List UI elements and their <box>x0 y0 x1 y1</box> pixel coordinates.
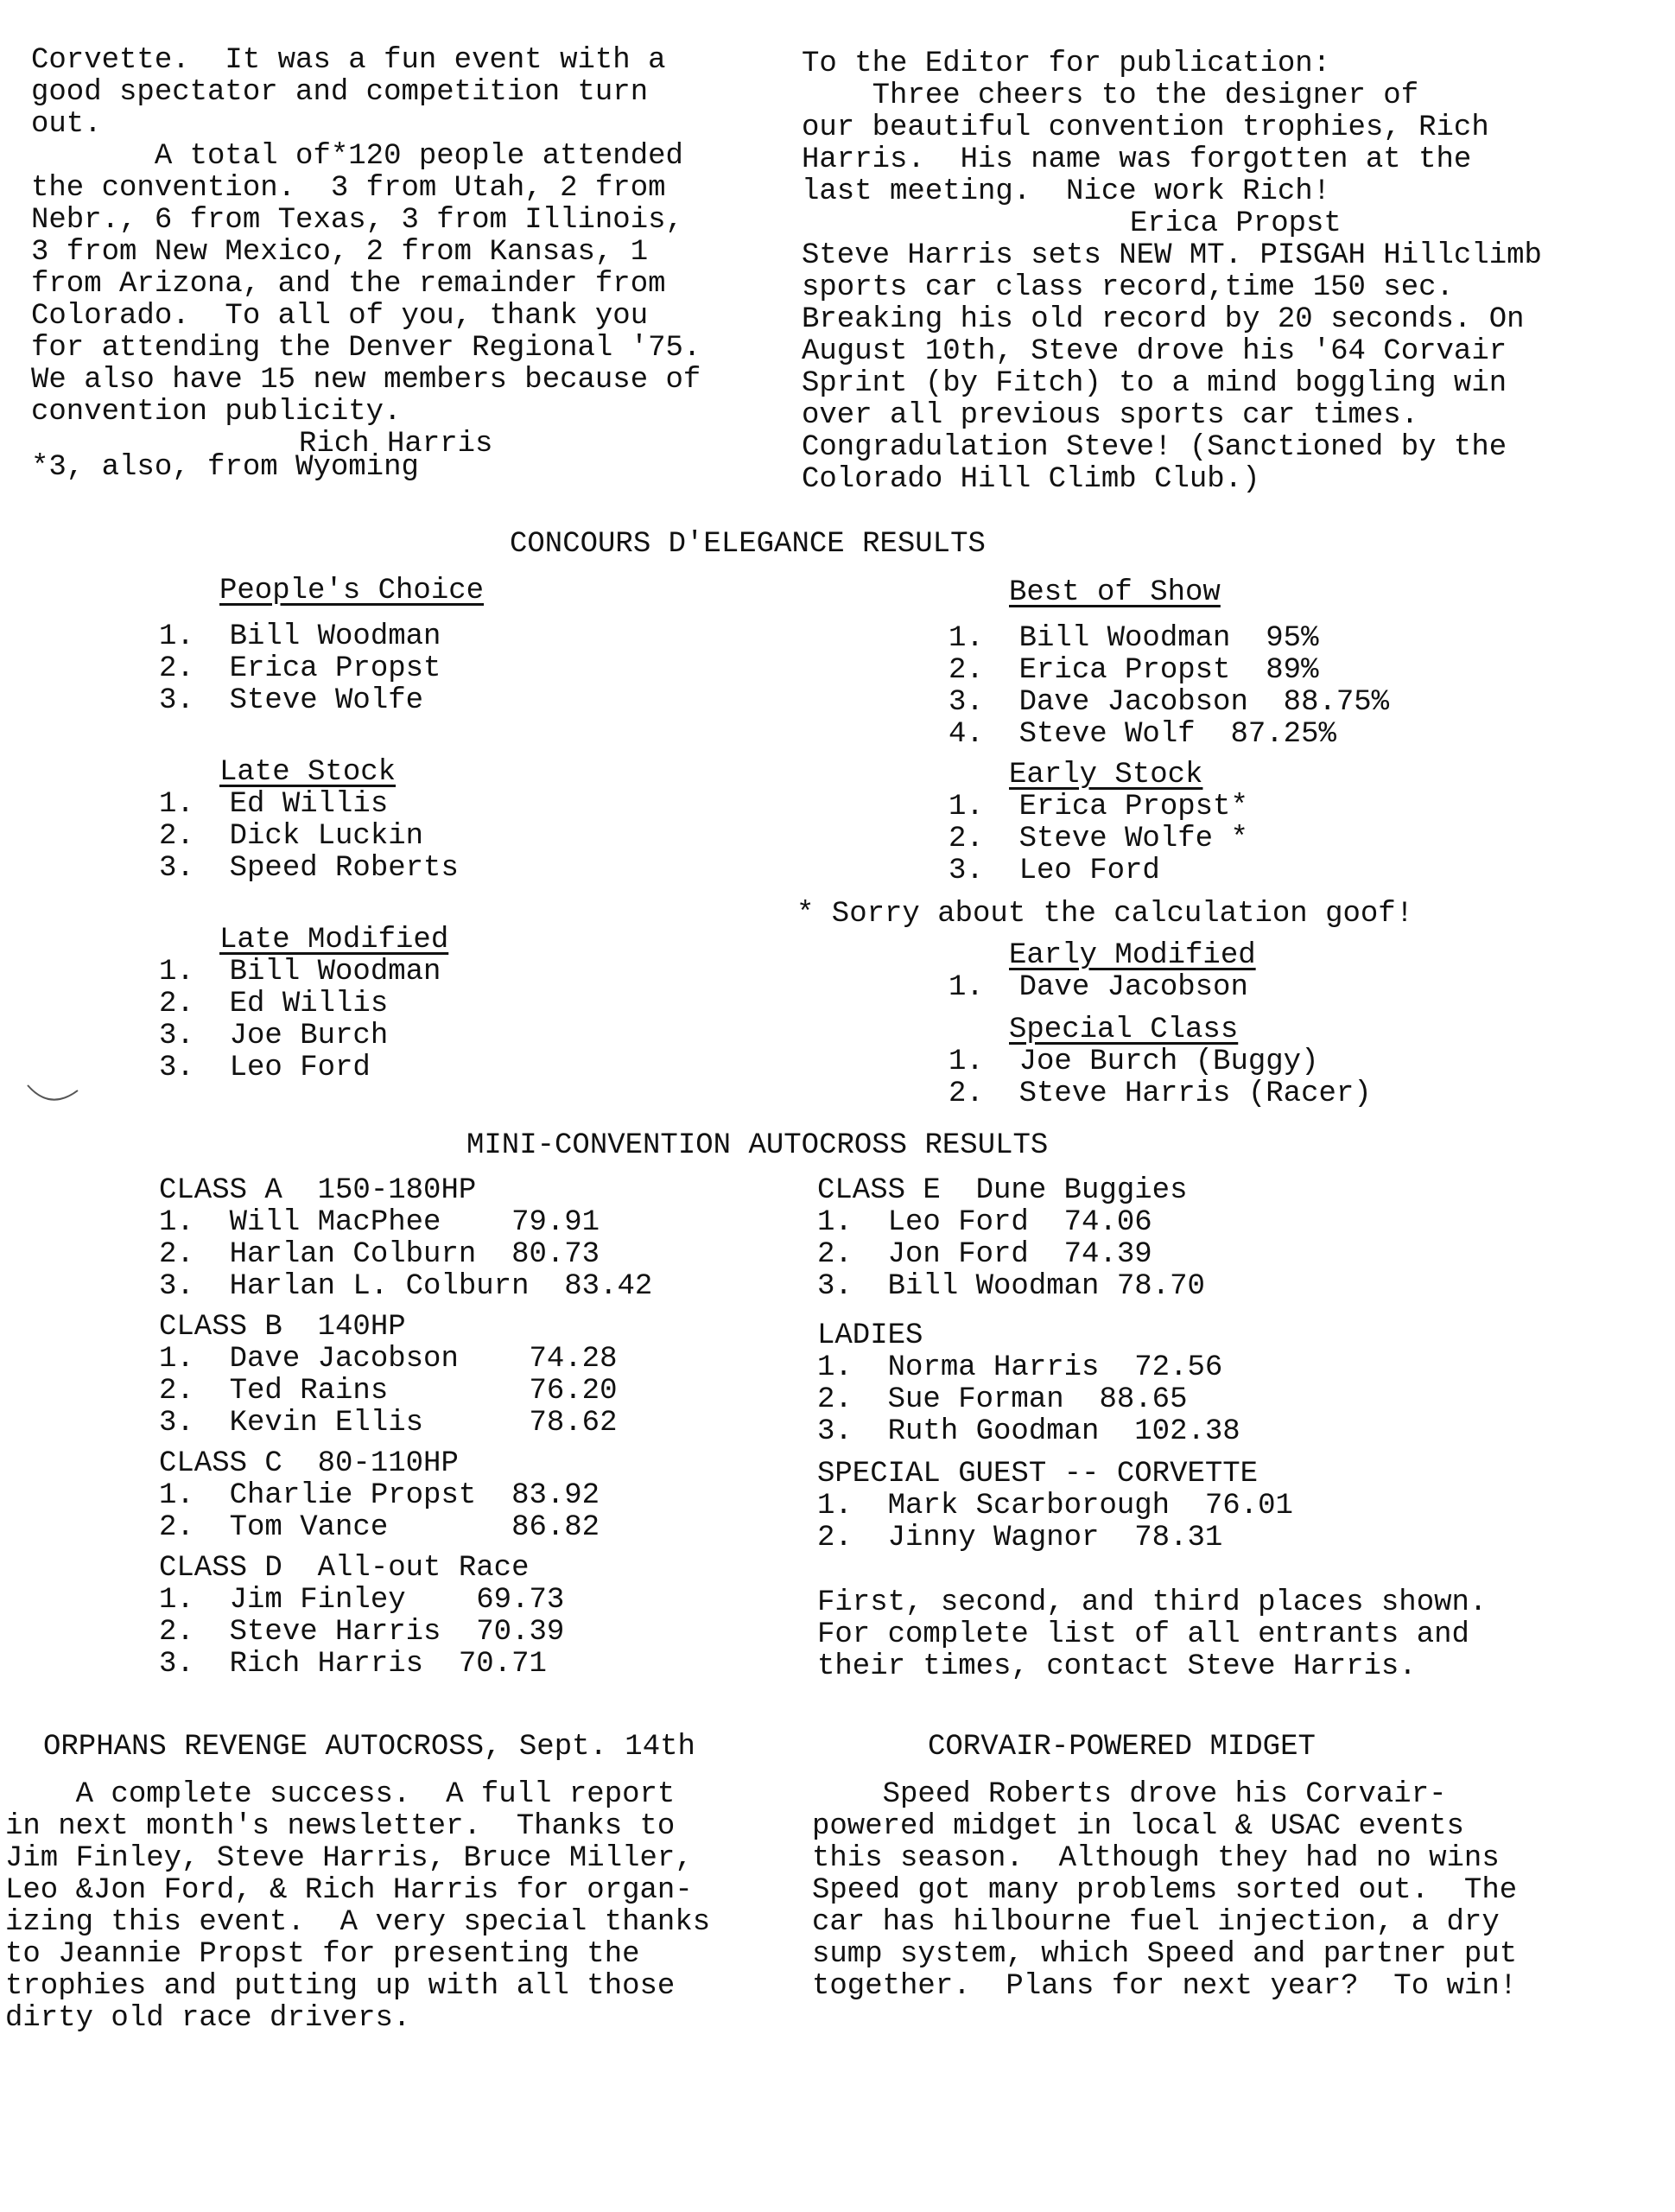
orphans-article <box>5 1732 800 2035</box>
list-item: 2. Steve Harris (Racer) <box>949 1077 1372 1110</box>
list-item: 1. Jim Finley 69.73 <box>159 1584 565 1617</box>
text-line: A total of*120 people attended <box>31 140 683 173</box>
list-item: 2. Jinny Wagnor 78.31 <box>817 1522 1223 1554</box>
best-of-show-heading: Best of Show <box>1009 576 1221 609</box>
text-line: izing this event. A very special thanks <box>5 1906 711 1939</box>
list-item: 2. Dick Luckin <box>159 820 424 853</box>
list-item: 3. Dave Jacobson 88.75% <box>949 686 1390 719</box>
text-line: good spectator and competition turn <box>31 76 649 109</box>
text-line: sports car class record,time 150 sec. <box>802 271 1454 304</box>
text-line: Three cheers to the designer of <box>802 79 1419 112</box>
list-item: 2. Steve Wolfe * <box>949 823 1248 855</box>
text-line: convention publicity. <box>31 396 402 429</box>
autocross-left <box>159 1175 798 1681</box>
list-item: 3. Leo Ford <box>159 1052 371 1084</box>
text-line: A complete success. A full report <box>5 1778 676 1811</box>
list-item: 2. Ed Willis <box>159 988 389 1020</box>
peoples-choice-heading: People's Choice <box>219 575 485 607</box>
special-class-heading: Special Class <box>1009 1014 1239 1046</box>
special-guest-heading: SPECIAL GUEST -- CORVETTE <box>817 1458 1259 1491</box>
text-line: over all previous sports car times. <box>802 399 1419 432</box>
autocross-note-line: their times, contact Steve Harris. <box>817 1650 1417 1683</box>
text-line: Corvette. It was a fun event with a <box>31 44 666 77</box>
list-item: 1. Bill Woodman 95% <box>949 622 1319 655</box>
text-line: Speed got many problems sorted out. The <box>812 1874 1518 1907</box>
list-item: 2. Steve Harris 70.39 <box>159 1616 565 1649</box>
list-item: 3. Speed Roberts <box>159 852 459 885</box>
text-line: Leo &Jon Ford, & Rich Harris for organ- <box>5 1874 693 1907</box>
text-line: Nebr., 6 from Texas, 3 from Illinois, <box>31 204 683 237</box>
punch-hole-arc <box>28 1085 78 1100</box>
early-modified-heading: Early Modified <box>1009 939 1256 972</box>
list-item: 1. Erica Propst* <box>949 791 1248 823</box>
list-item: 1. Joe Burch (Buggy) <box>949 1046 1319 1078</box>
list-item: 1. Dave Jacobson <box>949 971 1248 1004</box>
top-right-article <box>802 48 1665 496</box>
midget-title: CORVAIR-POWERED MIDGET <box>928 1731 1316 1764</box>
list-item: 2. Tom Vance 86.82 <box>159 1511 600 1544</box>
midget-article <box>812 1732 1667 2003</box>
text-line: out. <box>31 108 102 141</box>
list-item: 3. Bill Woodman 78.70 <box>817 1270 1205 1303</box>
text-line: Colorado Hill Climb Club.) <box>802 463 1260 496</box>
text-line: to Jeannie Propst for presenting the <box>5 1938 640 1971</box>
class-b-heading: CLASS B 140HP <box>159 1311 406 1344</box>
list-item: 2. Erica Propst 89% <box>949 654 1319 687</box>
list-item: 2. Jon Ford 74.39 <box>817 1238 1152 1271</box>
list-item: 3. Kevin Ellis 78.62 <box>159 1407 618 1440</box>
list-item: 3. Joe Burch <box>159 1020 389 1052</box>
text-line: for attending the Denver Regional '75. <box>31 332 701 365</box>
signature: Rich Harris <box>299 428 493 461</box>
class-e-heading: CLASS E Dune Buggies <box>817 1174 1188 1207</box>
list-item: 3. Ruth Goodman 102.38 <box>817 1415 1240 1448</box>
text-line: Colorado. To all of you, thank you <box>31 300 649 333</box>
list-item: 3. Rich Harris 70.71 <box>159 1648 547 1681</box>
text-line: from Arizona, and the remainder from <box>31 268 666 301</box>
concours-right-lower <box>949 940 1657 1110</box>
text-line: Jim Finley, Steve Harris, Bruce Miller, <box>5 1842 693 1875</box>
list-item: 2. Erica Propst <box>159 652 441 685</box>
concours-right <box>949 577 1657 887</box>
text-line: our beautiful convention trophies, Rich <box>802 111 1489 144</box>
text-line: Speed Roberts drove his Corvair- <box>812 1778 1447 1811</box>
orphans-title: ORPHANS REVENGE AUTOCROSS, Sept. 14th <box>43 1731 695 1764</box>
text-line: Sprint (by Fitch) to a mind boggling win <box>802 367 1507 400</box>
class-d-heading: CLASS D All-out Race <box>159 1552 530 1585</box>
text-line: together. Plans for next year? To win! <box>812 1970 1518 2003</box>
text-line: August 10th, Steve drove his '64 Corvair <box>802 335 1507 368</box>
punch-hole-mark <box>24 1080 85 1115</box>
list-item: 3. Steve Wolfe <box>159 684 424 717</box>
late-stock-heading: Late Stock <box>219 756 397 789</box>
list-item: 1. Charlie Propst 83.92 <box>159 1479 600 1512</box>
list-item: 1. Bill Woodman <box>159 956 441 988</box>
text-line: in next month's newsletter. Thanks to <box>5 1810 676 1843</box>
text-line: Breaking his old record by 20 seconds. On <box>802 303 1525 336</box>
text-line: last meeting. Nice work Rich! <box>802 175 1331 208</box>
list-item: 1. Ed Willis <box>159 788 389 821</box>
list-item: 1. Leo Ford 74.06 <box>817 1206 1152 1239</box>
early-stock-heading: Early Stock <box>1009 759 1203 791</box>
concours-left <box>159 575 764 1084</box>
autocross-right <box>817 1175 1664 1683</box>
text-line: the convention. 3 from Utah, 2 from <box>31 172 666 205</box>
text-line: trophies and putting up with all those <box>5 1970 676 2003</box>
list-item: 1. Mark Scarborough 76.01 <box>817 1490 1293 1522</box>
text-line: powered midget in local & USAC events <box>812 1810 1464 1843</box>
class-a-heading: CLASS A 150-180HP <box>159 1174 477 1207</box>
list-item: 2. Ted Rains 76.20 <box>159 1375 618 1408</box>
top-left-article <box>31 45 791 484</box>
late-modified-heading: Late Modified <box>219 924 449 957</box>
text-line: sump system, which Speed and partner put <box>812 1938 1518 1971</box>
list-item: 1. Bill Woodman <box>159 620 441 653</box>
autocross-note-line: For complete list of all entrants and <box>817 1618 1469 1651</box>
list-item: 1. Dave Jacobson 74.28 <box>159 1343 618 1376</box>
list-item: 1. Will MacPhee 79.91 <box>159 1206 600 1239</box>
signature: Erica Propst <box>1130 207 1342 240</box>
autocross-title: MINI-CONVENTION AUTOCROSS RESULTS <box>466 1129 1049 1162</box>
text-line: To the Editor for publication: <box>802 48 1331 80</box>
ladies-heading: LADIES <box>817 1319 923 1352</box>
text-line: Steve Harris sets NEW MT. PISGAH Hillclimb <box>802 239 1542 272</box>
concours-title: CONCOURS D'ELEGANCE RESULTS <box>510 528 986 561</box>
footnote: *3, also, from Wyoming <box>31 451 419 484</box>
autocross-note-line: First, second, and third places shown. <box>817 1586 1488 1619</box>
text-line: Harris. His name was forgotten at the <box>802 143 1472 176</box>
text-line: dirty old race drivers. <box>5 2002 411 2035</box>
text-line: Congradulation Steve! (Sanctioned by the <box>802 431 1507 464</box>
class-c-heading: CLASS C 80-110HP <box>159 1447 459 1480</box>
text-line: car has hilbourne fuel injection, a dry <box>812 1906 1500 1939</box>
list-item: 1. Norma Harris 72.56 <box>817 1351 1223 1384</box>
sorry-note: * Sorry about the calculation goof! <box>796 898 1414 931</box>
list-item: 3. Leo Ford <box>949 855 1160 887</box>
list-item: 2. Sue Forman 88.65 <box>817 1383 1188 1416</box>
list-item: 4. Steve Wolf 87.25% <box>949 718 1336 751</box>
list-item: 3. Harlan L. Colburn 83.42 <box>159 1270 653 1303</box>
text-line: 3 from New Mexico, 2 from Kansas, 1 <box>31 236 649 269</box>
text-line: We also have 15 new members because of <box>31 364 701 397</box>
text-line: this season. Although they had no wins <box>812 1842 1500 1875</box>
list-item: 2. Harlan Colburn 80.73 <box>159 1238 600 1271</box>
